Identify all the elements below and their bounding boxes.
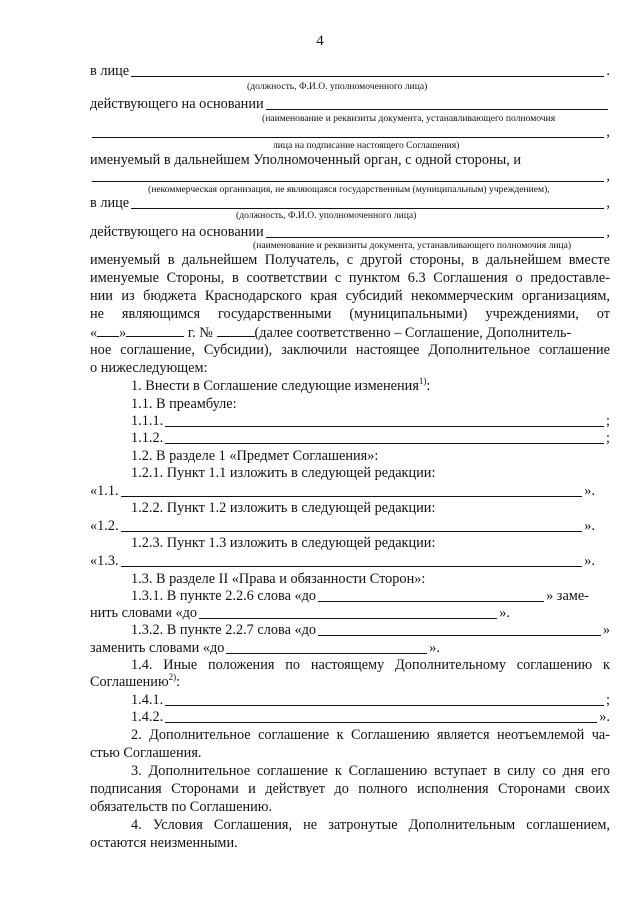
paragraph-line: ное соглашение, Субсидии), заключили настоящее Дополнительное соглашение	[90, 342, 610, 358]
item-1-3-2-cont	[90, 640, 440, 657]
item-1-3: 1.3. В разделе II «Права и обязанности Сторон»:	[131, 571, 426, 587]
fill-line	[318, 589, 544, 602]
fill-line	[165, 710, 597, 723]
page-number: 4	[316, 33, 324, 49]
fill-line	[266, 225, 605, 238]
item-1-1-2	[131, 430, 610, 447]
caption-document-b: лица на подписание настоящего Соглашения)	[273, 140, 460, 151]
end-quote: ».	[584, 483, 595, 499]
item-2: 2. Дополнительное соглашение к Соглашению является неотъемлемой ча-	[131, 727, 610, 743]
item-4: 4. Условия Соглашения, не затронутые Дополнительным соглашением,	[131, 817, 610, 833]
paragraph-line: именуемые Стороны, в соответствии с пунктом 6.3 Соглашения о предоставле-	[90, 270, 610, 286]
caption-document: (наименование и реквизиты документа, устанавливающего полномочия лица)	[253, 240, 572, 251]
quote-label: «1.1.	[90, 483, 119, 499]
in-person-line-1: в лице .	[90, 63, 610, 79]
item-2-cont: стью Соглашения.	[90, 745, 202, 761]
end-quote: ».	[599, 709, 610, 725]
item-text: 1. Внести в Соглашение следующие изменения	[131, 378, 419, 394]
semicolon: ;	[606, 430, 610, 446]
end-quote: ».	[584, 553, 595, 569]
item-1-2-3: 1.2.3. Пункт 1.3 изложить в следующей редакции:	[131, 535, 436, 551]
fill-line	[92, 169, 604, 182]
item-1-2-2: 1.2.2. Пункт 1.2 изложить в следующей редакции:	[131, 500, 436, 516]
number-blank	[217, 324, 255, 337]
item-1-2: 1.2. В разделе 1 «Предмет Соглашения»:	[131, 448, 379, 464]
paragraph-line: именуемый в дальнейшем Получатель, с другой стороны, в дальнейшем вместе	[90, 252, 610, 268]
quote-label: «1.2.	[90, 518, 119, 534]
acting-basis-line-2: действующего на основании ,	[90, 224, 610, 240]
end-quote: ».	[584, 518, 595, 534]
item-3: 3. Дополнительное соглашение к Соглашению вступает в силу со дня его	[131, 763, 610, 779]
year-number-label: г. №	[187, 325, 213, 341]
item-1-4: 1.4. Иные положения по настоящему Дополнительному соглашению к	[131, 657, 610, 673]
blank-line: ,	[90, 168, 610, 185]
paragraph-line: нии из бюджета Краснодарского края субсидий некоммерческим организациям,	[90, 288, 610, 304]
fill-line	[121, 484, 583, 497]
quote-label: «1.3.	[90, 553, 119, 569]
in-person-line-2: в лице ,	[90, 195, 610, 211]
end-quote: ».	[429, 640, 440, 656]
item-text: Соглашению	[90, 674, 169, 690]
blank-line: ,	[90, 124, 610, 141]
quote-open: «	[90, 325, 98, 341]
colon: :	[426, 378, 431, 394]
quote-close: »	[119, 325, 127, 341]
fill-line	[121, 554, 583, 567]
paragraph-text: (далее соответственно – Соглашение, Дополнитель-	[254, 325, 572, 341]
fill-line	[121, 519, 583, 532]
month-blank	[126, 324, 184, 337]
semicolon: ;	[606, 692, 610, 708]
item-1-2-1: 1.2.1. Пункт 1.1 изложить в следующей редакции:	[131, 465, 436, 481]
fill-line	[199, 606, 497, 619]
caption-document: (наименование и реквизиты документа, устанавливающего полномочия	[262, 113, 556, 124]
fill-line	[131, 64, 604, 77]
item-1-4-cont	[90, 674, 610, 691]
fill-line	[165, 431, 604, 444]
item-text: 1.3.2. В пункте 2.2.7 слова «до	[131, 622, 317, 638]
item-1-3-quote	[90, 553, 595, 570]
acting-basis-label: действующего на основании	[90, 96, 264, 112]
item-number: 1.4.1.	[131, 692, 164, 708]
end-quote: ».	[499, 605, 510, 621]
caption-organization: (некоммерческая организация, не являющаяся государственным (муниципальным) учреждением),	[148, 184, 550, 195]
in-person-label: в лице	[90, 195, 130, 211]
day-blank	[97, 324, 119, 337]
footnote-ref: 1)	[418, 376, 427, 387]
item-1-1: 1.1. В преамбуле:	[131, 396, 237, 412]
fill-line	[318, 623, 601, 636]
paragraph-line: о нижеследующем:	[90, 360, 208, 376]
acting-basis-label: действующего на основании	[90, 224, 264, 240]
fill-line	[266, 97, 608, 110]
item-3-cont: обязательств по Соглашению.	[90, 799, 273, 815]
item-number: 1.1.1.	[131, 413, 164, 429]
fill-line	[131, 196, 604, 209]
item-1-3-1-cont	[90, 605, 510, 622]
item-3-cont: подписания Сторонами и действует до полного исполнения Сторонами своих	[90, 781, 610, 797]
item-text: заменить словами «до	[90, 640, 225, 656]
acting-basis-line-1	[90, 96, 610, 113]
item-1-4-2	[131, 709, 610, 726]
paragraph-line: не являющимся государственными (муниципальными) учреждениями, от	[90, 306, 610, 322]
item-text: » заме-	[546, 588, 589, 604]
date-number-line	[90, 324, 610, 342]
item-number: 1.1.2.	[131, 430, 164, 446]
colon: :	[176, 674, 181, 690]
item-1-3-1	[131, 588, 610, 605]
item-1-3-2	[131, 622, 610, 639]
authorized-body-line: именуемый в дальнейшем Уполномоченный орган, с одной стороны, и	[90, 152, 522, 168]
item-text: »	[602, 622, 610, 638]
semicolon: ;	[606, 413, 610, 429]
item-4-cont: остаются неизменными.	[90, 835, 238, 851]
caption-position: (должность, Ф.И.О. уполномоченного лица)	[236, 210, 417, 221]
fill-line	[92, 125, 604, 138]
item-number: 1.4.2.	[131, 709, 164, 725]
item-1-4-1	[131, 692, 610, 709]
fill-line	[165, 693, 604, 706]
item-text: нить словами «до	[90, 605, 198, 621]
fill-line	[165, 414, 604, 427]
item-1-1-quote	[90, 483, 595, 500]
item-1-1-1	[131, 413, 610, 430]
item-1-2-quote	[90, 518, 595, 535]
in-person-label: в лице	[90, 63, 130, 79]
caption-position: (должность, Ф.И.О. уполномоченного лица)	[247, 81, 428, 92]
item-1	[131, 378, 610, 395]
item-text: 1.3.1. В пункте 2.2.6 слова «до	[131, 588, 317, 604]
footnote-ref: 2)	[168, 672, 177, 683]
fill-line	[226, 641, 427, 654]
